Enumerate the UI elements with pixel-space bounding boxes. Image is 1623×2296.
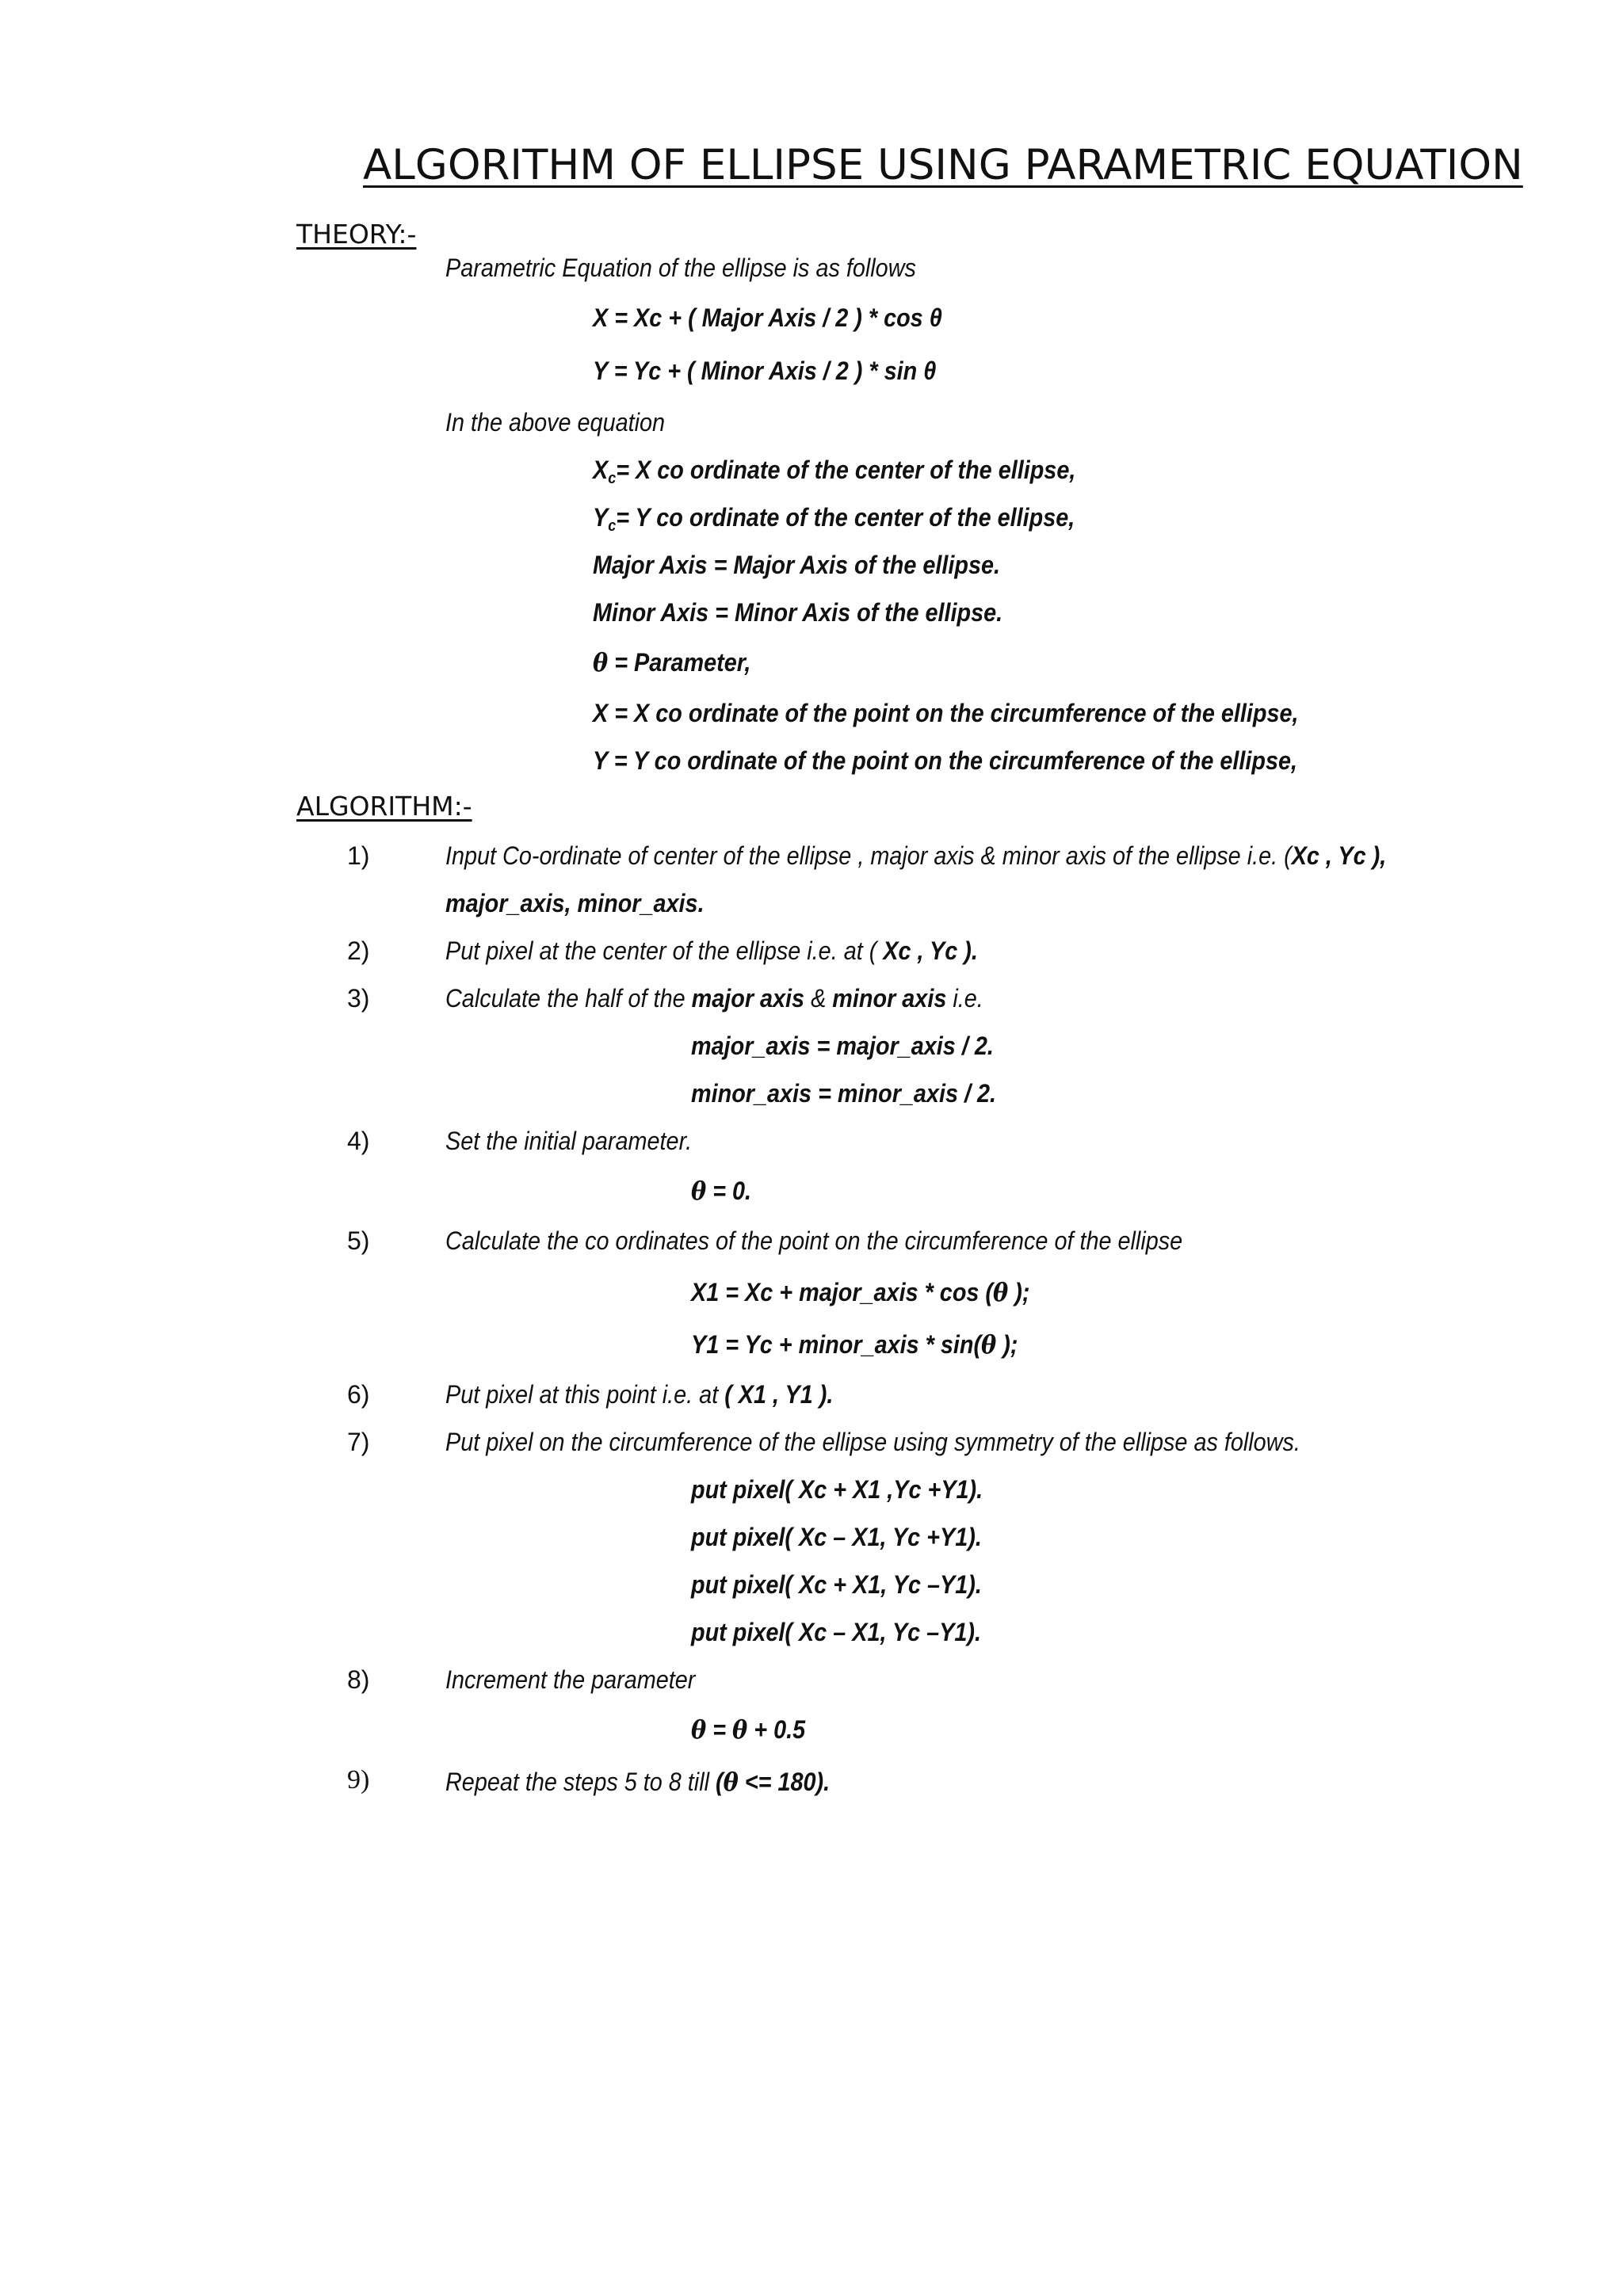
theta-symbol: θ	[993, 1277, 1009, 1307]
step-4-equation	[691, 1176, 751, 1206]
step-4-number: 4)	[347, 1127, 370, 1155]
theta-symbol: θ	[723, 1767, 739, 1797]
step-5-text: Calculate the co ordinates of the point on the circumference of the ellipse	[445, 1226, 1183, 1255]
step-8-equation	[691, 1714, 805, 1745]
step-1-plain: Input Co-ordinate of center of the ellipse , major axis & minor axis of the ellipse i.e. (	[445, 841, 1292, 870]
definition-y: Y = Y co ordinate of the point on the circumference of the ellipse,	[593, 746, 1297, 775]
step-7-putpixel-4: put pixel( Xc – X1, Yc –Y1).	[691, 1618, 982, 1646]
step-7-putpixel-1: put pixel( Xc + X1 ,Yc +Y1).	[691, 1475, 983, 1504]
step-2-bold: Xc , Yc ).	[883, 936, 978, 965]
xc-subscript: c	[608, 470, 617, 487]
theta-symbol: θ	[691, 1714, 707, 1745]
step-1-continuation: major_axis, minor_axis.	[445, 889, 705, 917]
definition-minor-axis: Minor Axis = Minor Axis of the ellipse.	[593, 598, 1003, 627]
theta-symbol: θ	[691, 1176, 707, 1206]
step-3-part-a: Calculate the half of the	[445, 984, 692, 1013]
step-5-number: 5)	[347, 1226, 370, 1255]
step-3-number: 3)	[347, 984, 370, 1013]
theta-symbol: θ	[981, 1329, 997, 1360]
step-5-eq2-b: );	[996, 1330, 1018, 1359]
step-8-number: 8)	[347, 1665, 370, 1694]
definition-x: X = X co ordinate of the point on the circumference of the ellipse,	[593, 699, 1299, 727]
step-3-part-e: i.e.	[946, 984, 983, 1013]
step-2-number: 2)	[347, 936, 370, 965]
step-9-number: 9)	[347, 1765, 370, 1794]
step-6-plain: Put pixel at this point i.e. at	[445, 1380, 725, 1409]
step-5-equation-2	[691, 1329, 1018, 1360]
step-5-eq1-b: );	[1008, 1278, 1030, 1306]
step-7-text: Put pixel on the circumference of the ellipse using symmetry of the ellipse as follows.	[445, 1428, 1300, 1456]
step-2-text	[445, 936, 978, 966]
yc-subscript: c	[608, 517, 617, 535]
definition-yc	[593, 503, 1075, 536]
page-title: ALGORITHM OF ELLIPSE USING PARAMETRIC EQUATION	[363, 141, 1523, 189]
step-7-putpixel-2: put pixel( Xc – X1, Yc +Y1).	[691, 1523, 982, 1551]
step-1-bold: Xc , Yc ),	[1291, 841, 1387, 870]
step-3-equation-1: major_axis = major_axis / 2.	[691, 1032, 994, 1060]
step-3-part-c: &	[804, 984, 833, 1013]
step-9-condition: <= 180).	[738, 1768, 831, 1796]
step-9-open-paren: (	[716, 1768, 724, 1796]
theory-intro: Parametric Equation of the ellipse is as follows	[445, 254, 916, 282]
step-5-eq2-a: Y1 = Yc + minor_axis * sin(	[691, 1330, 982, 1359]
yc-text: = Y co ordinate of the center of the ellipse,	[616, 503, 1075, 532]
theta-text: = Parameter,	[608, 648, 751, 677]
step-7-number: 7)	[347, 1428, 370, 1456]
step-6-text	[445, 1380, 833, 1409]
step-6-bold: ( X1 , Y1 ).	[724, 1380, 834, 1409]
definition-xc	[593, 456, 1075, 488]
step-4-text: Set the initial parameter.	[445, 1127, 693, 1155]
algorithm-heading: ALGORITHM:-	[296, 791, 472, 822]
step-5-equation-1	[691, 1277, 1029, 1307]
step-9-text	[445, 1767, 830, 1797]
step-3-equation-2: minor_axis = minor_axis / 2.	[691, 1079, 996, 1108]
step-8-text: Increment the parameter	[445, 1665, 696, 1694]
step-7-putpixel-3: put pixel( Xc + X1, Yc –Y1).	[691, 1570, 982, 1599]
step-6-number: 6)	[347, 1380, 370, 1409]
step-3-minor-axis: minor axis	[832, 984, 947, 1013]
step-9-plain: Repeat the steps 5 to 8 till	[445, 1768, 716, 1796]
step-8-eq-end: + 0.5	[747, 1715, 806, 1744]
step-8-eq-mid: =	[706, 1715, 733, 1744]
step-3-major-axis: major axis	[691, 984, 805, 1013]
xc-text: = X co ordinate of the center of the ellipse,	[616, 456, 1076, 484]
yc-symbol: Y	[593, 503, 609, 532]
step-2-plain: Put pixel at the center of the ellipse i.e. at (	[445, 936, 884, 965]
theory-heading: THEORY:-	[296, 219, 417, 250]
step-1-text	[445, 841, 1386, 871]
theta-symbol: θ	[732, 1714, 748, 1745]
step-4-eq-text: = 0.	[706, 1177, 752, 1205]
theta-symbol: θ	[593, 647, 609, 677]
equation-x: X = Xc + ( Major Axis / 2 ) * cos θ	[593, 303, 942, 332]
xc-symbol: X	[593, 456, 609, 484]
definition-theta	[593, 647, 750, 677]
equation-y: Y = Yc + ( Minor Axis / 2 ) * sin θ	[593, 357, 937, 385]
step-3-text	[445, 984, 983, 1013]
step-1-number: 1)	[347, 841, 370, 870]
step-5-eq1-a: X1 = Xc + major_axis * cos (	[691, 1278, 994, 1306]
definition-major-axis: Major Axis = Major Axis of the ellipse.	[593, 551, 1001, 579]
theory-above: In the above equation	[445, 408, 666, 437]
